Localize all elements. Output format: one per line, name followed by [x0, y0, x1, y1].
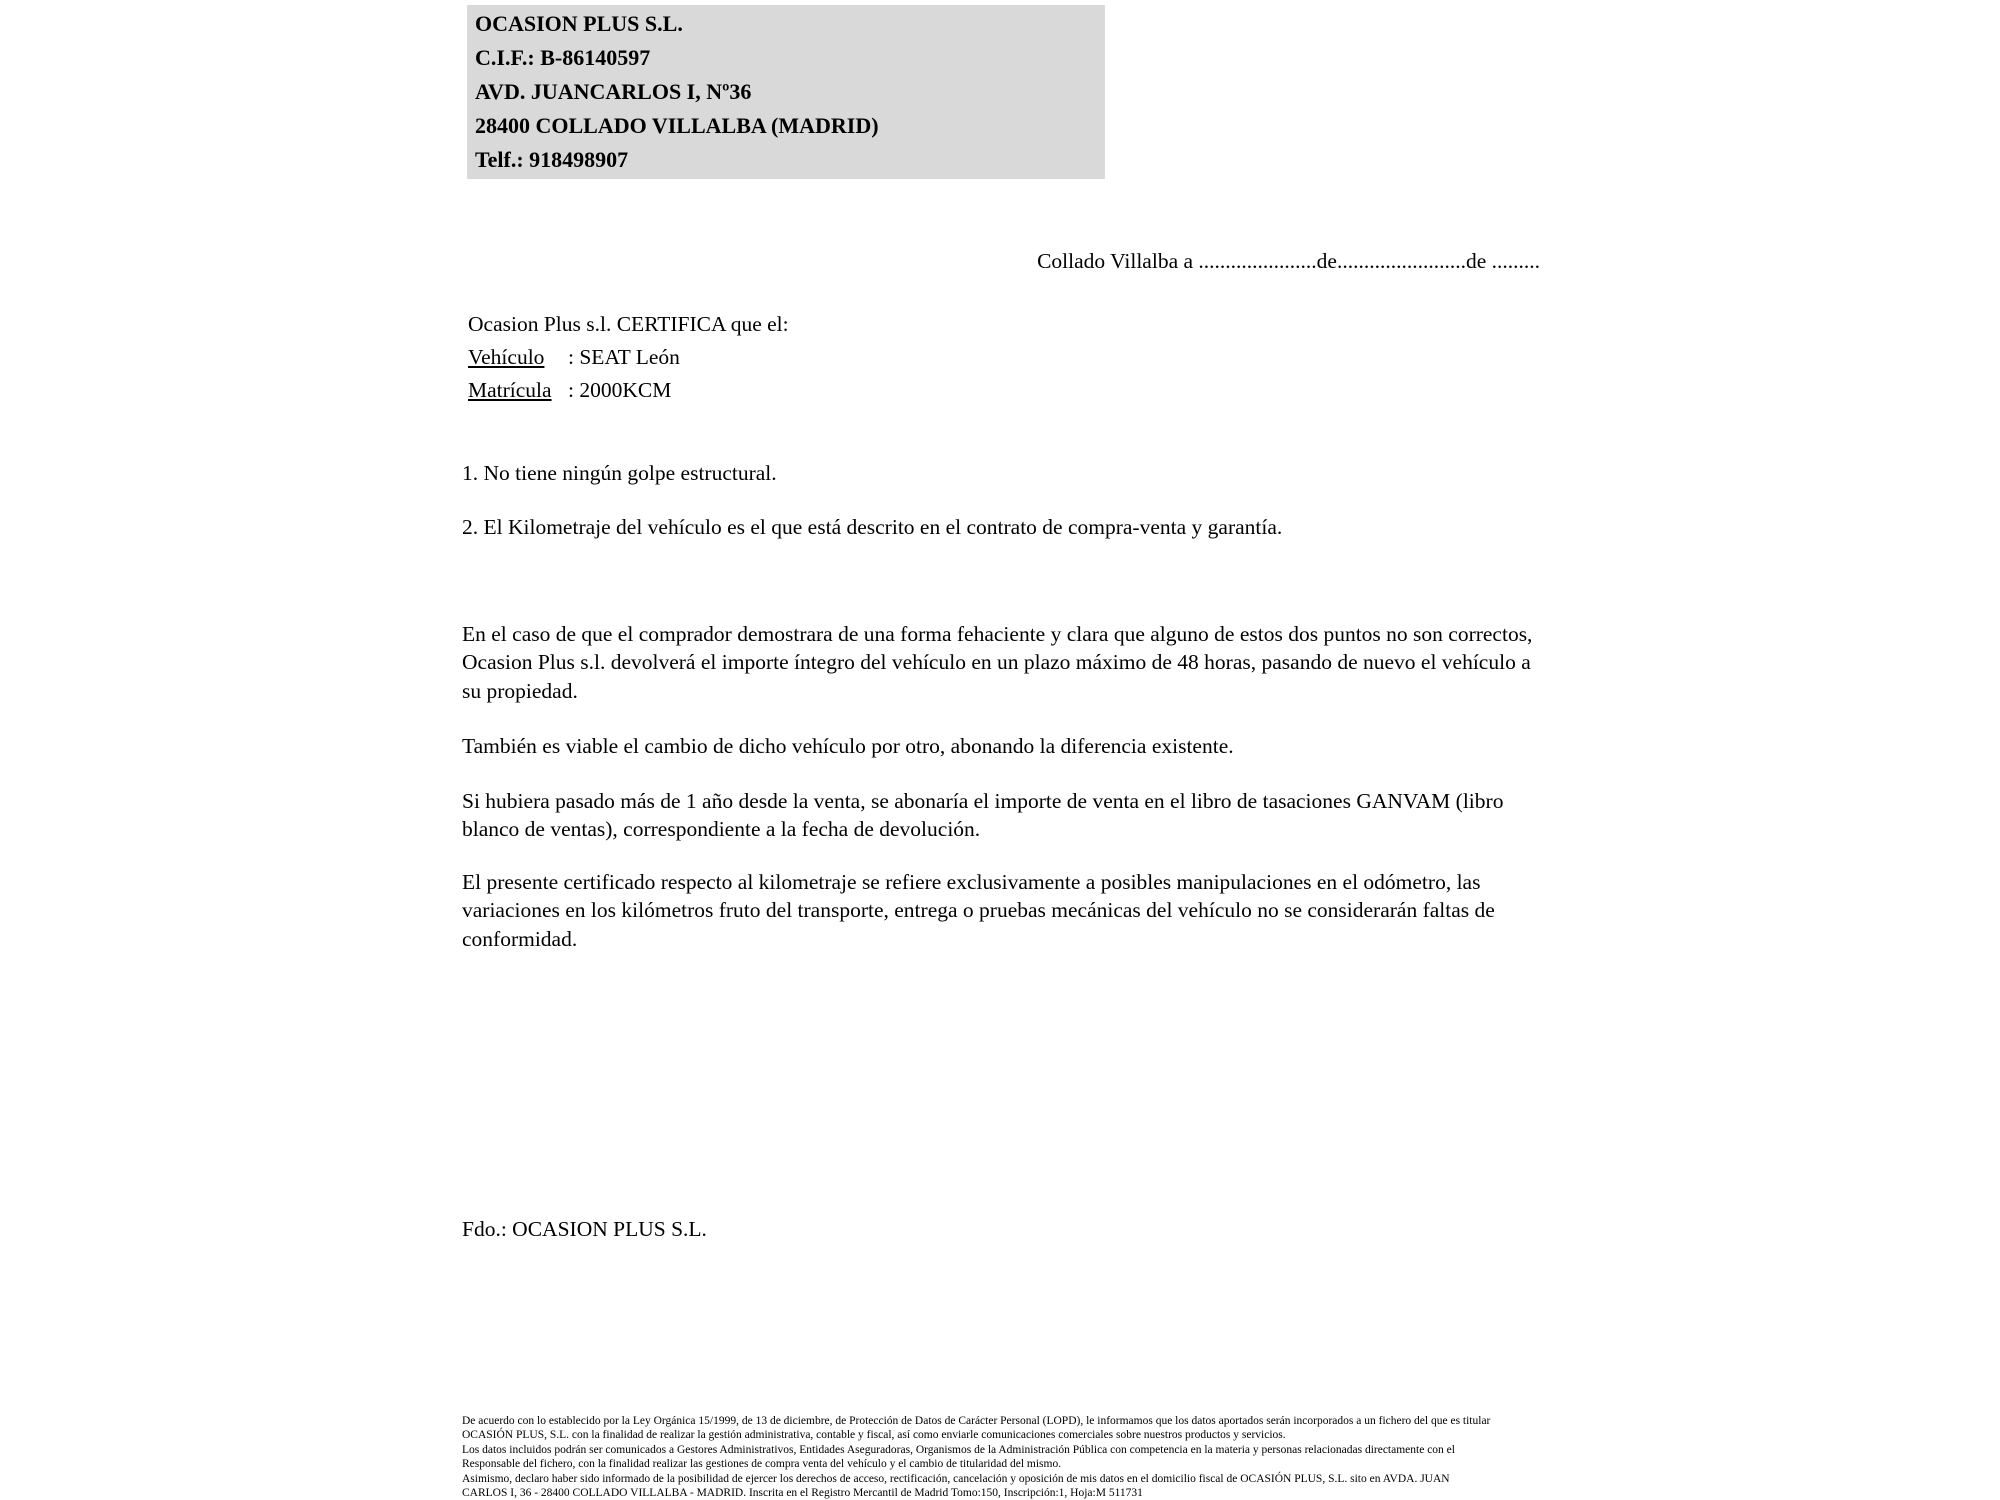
- plate-row: [468, 374, 1540, 407]
- date-fill-in-line: Collado Villalba a ......................de........................de .........: [1037, 249, 1540, 273]
- company-phone: Telf.: 918498907: [475, 147, 629, 172]
- legal-fine-print: [462, 1414, 1540, 1500]
- fine-print-line-6: CARLOS I, 36 - 28400 COLLADO VILLALBA - MADRID. Inscrita en el Registro Mercantil de Madrid Tomo:150, Inscripción:1, Hoja:M 511731: [462, 1487, 1143, 1500]
- fine-print-line-4: Responsable del fichero, con la finalidad realizar las gestiones de compra venta del vehículo y el cambio de titularidad del mismo.: [462, 1458, 1062, 1471]
- fine-print-line-2: OCASIÓN PLUS, S.L. con la finalidad de realizar la gestión administrativa, contable y fiscal, así como enviarle comunicaciones comerciales sobre nuestros productos y servicios.: [462, 1429, 1286, 1442]
- vehicle-label: Vehículo: [468, 344, 545, 369]
- fine-print-line-5: Asimismo, declaro haber sido informado de la posibilidad de ejercer los derechos de acceso, rectificación, cancelación y oposición de mis datos en el domicilio fiscal de OCASIÓN PLUS, S.L. sito en AVDA. JUAN: [462, 1472, 1450, 1485]
- vehicle-row: [468, 341, 1540, 374]
- paragraph-ganvam: Si hubiera pasado más de 1 año desde la venta, se abonaría el importe de venta en el libro de tasaciones GANVAM (libro blanco de ventas), correspondiente a la fecha de devolución.: [462, 788, 1504, 841]
- company-name: OCASION PLUS S.L.: [475, 11, 683, 36]
- paragraph-odometer: El presente certificado respecto al kilometraje se refiere exclusivamente a posibles manipulaciones en el odómetro, las variaciones en los kilómetros fruto del transporte, entrega o pruebas mecánicas del vehículo no se considerarán faltas de conformidad.: [462, 869, 1495, 951]
- plate-label: Matrícula: [468, 377, 552, 402]
- point-2: 2. El Kilometraje del vehículo es el que está descrito en el contrato de compra-venta y garantía.: [462, 515, 1283, 539]
- point-1: 1. No tiene ningún golpe estructural.: [462, 460, 777, 485]
- fine-print-line-3: Los datos incluidos podrán ser comunicados a Gestores Administrativos, Entidades Aseguradoras, Organismos de la Administración Pública con competencia en la materia y personas relacionadas directamente con el: [462, 1443, 1455, 1456]
- company-address: AVD. JUANCARLOS I, Nº36: [475, 79, 752, 104]
- plate-value: : 2000KCM: [568, 377, 672, 402]
- company-cif: C.I.F.: B-86140597: [475, 45, 651, 70]
- signature-line: Fdo.: OCASION PLUS S.L.: [462, 1217, 707, 1241]
- certification-block: [462, 308, 1540, 407]
- company-city: 28400 COLLADO VILLALBA (MADRID): [475, 113, 879, 138]
- document-content: [462, 5, 1540, 1500]
- vehicle-value: : SEAT León: [568, 344, 680, 369]
- paragraph-refund: En el caso de que el comprador demostrara de una forma fehaciente y clara que alguno de estos dos puntos no son correctos, Ocasion Plus s.l. devolverá el importe íntegro del vehículo en un plazo máximo de 48 horas, pasando de nuevo el vehículo a su propiedad.: [462, 621, 1533, 703]
- company-header-block: [467, 5, 1105, 179]
- fine-print-line-1: De acuerdo con lo establecido por la Ley Orgánica 15/1999, de 13 de diciembre, de Protección de Datos de Carácter Personal (LOPD), le informamos que los datos aportados serán incorporados a un fichero del que es titular: [462, 1414, 1491, 1427]
- paragraph-exchange: También es viable el cambio de dicho vehículo por otro, abonando la diferencia existente.: [462, 734, 1234, 758]
- certification-intro: Ocasion Plus s.l. CERTIFICA que el:: [468, 311, 789, 336]
